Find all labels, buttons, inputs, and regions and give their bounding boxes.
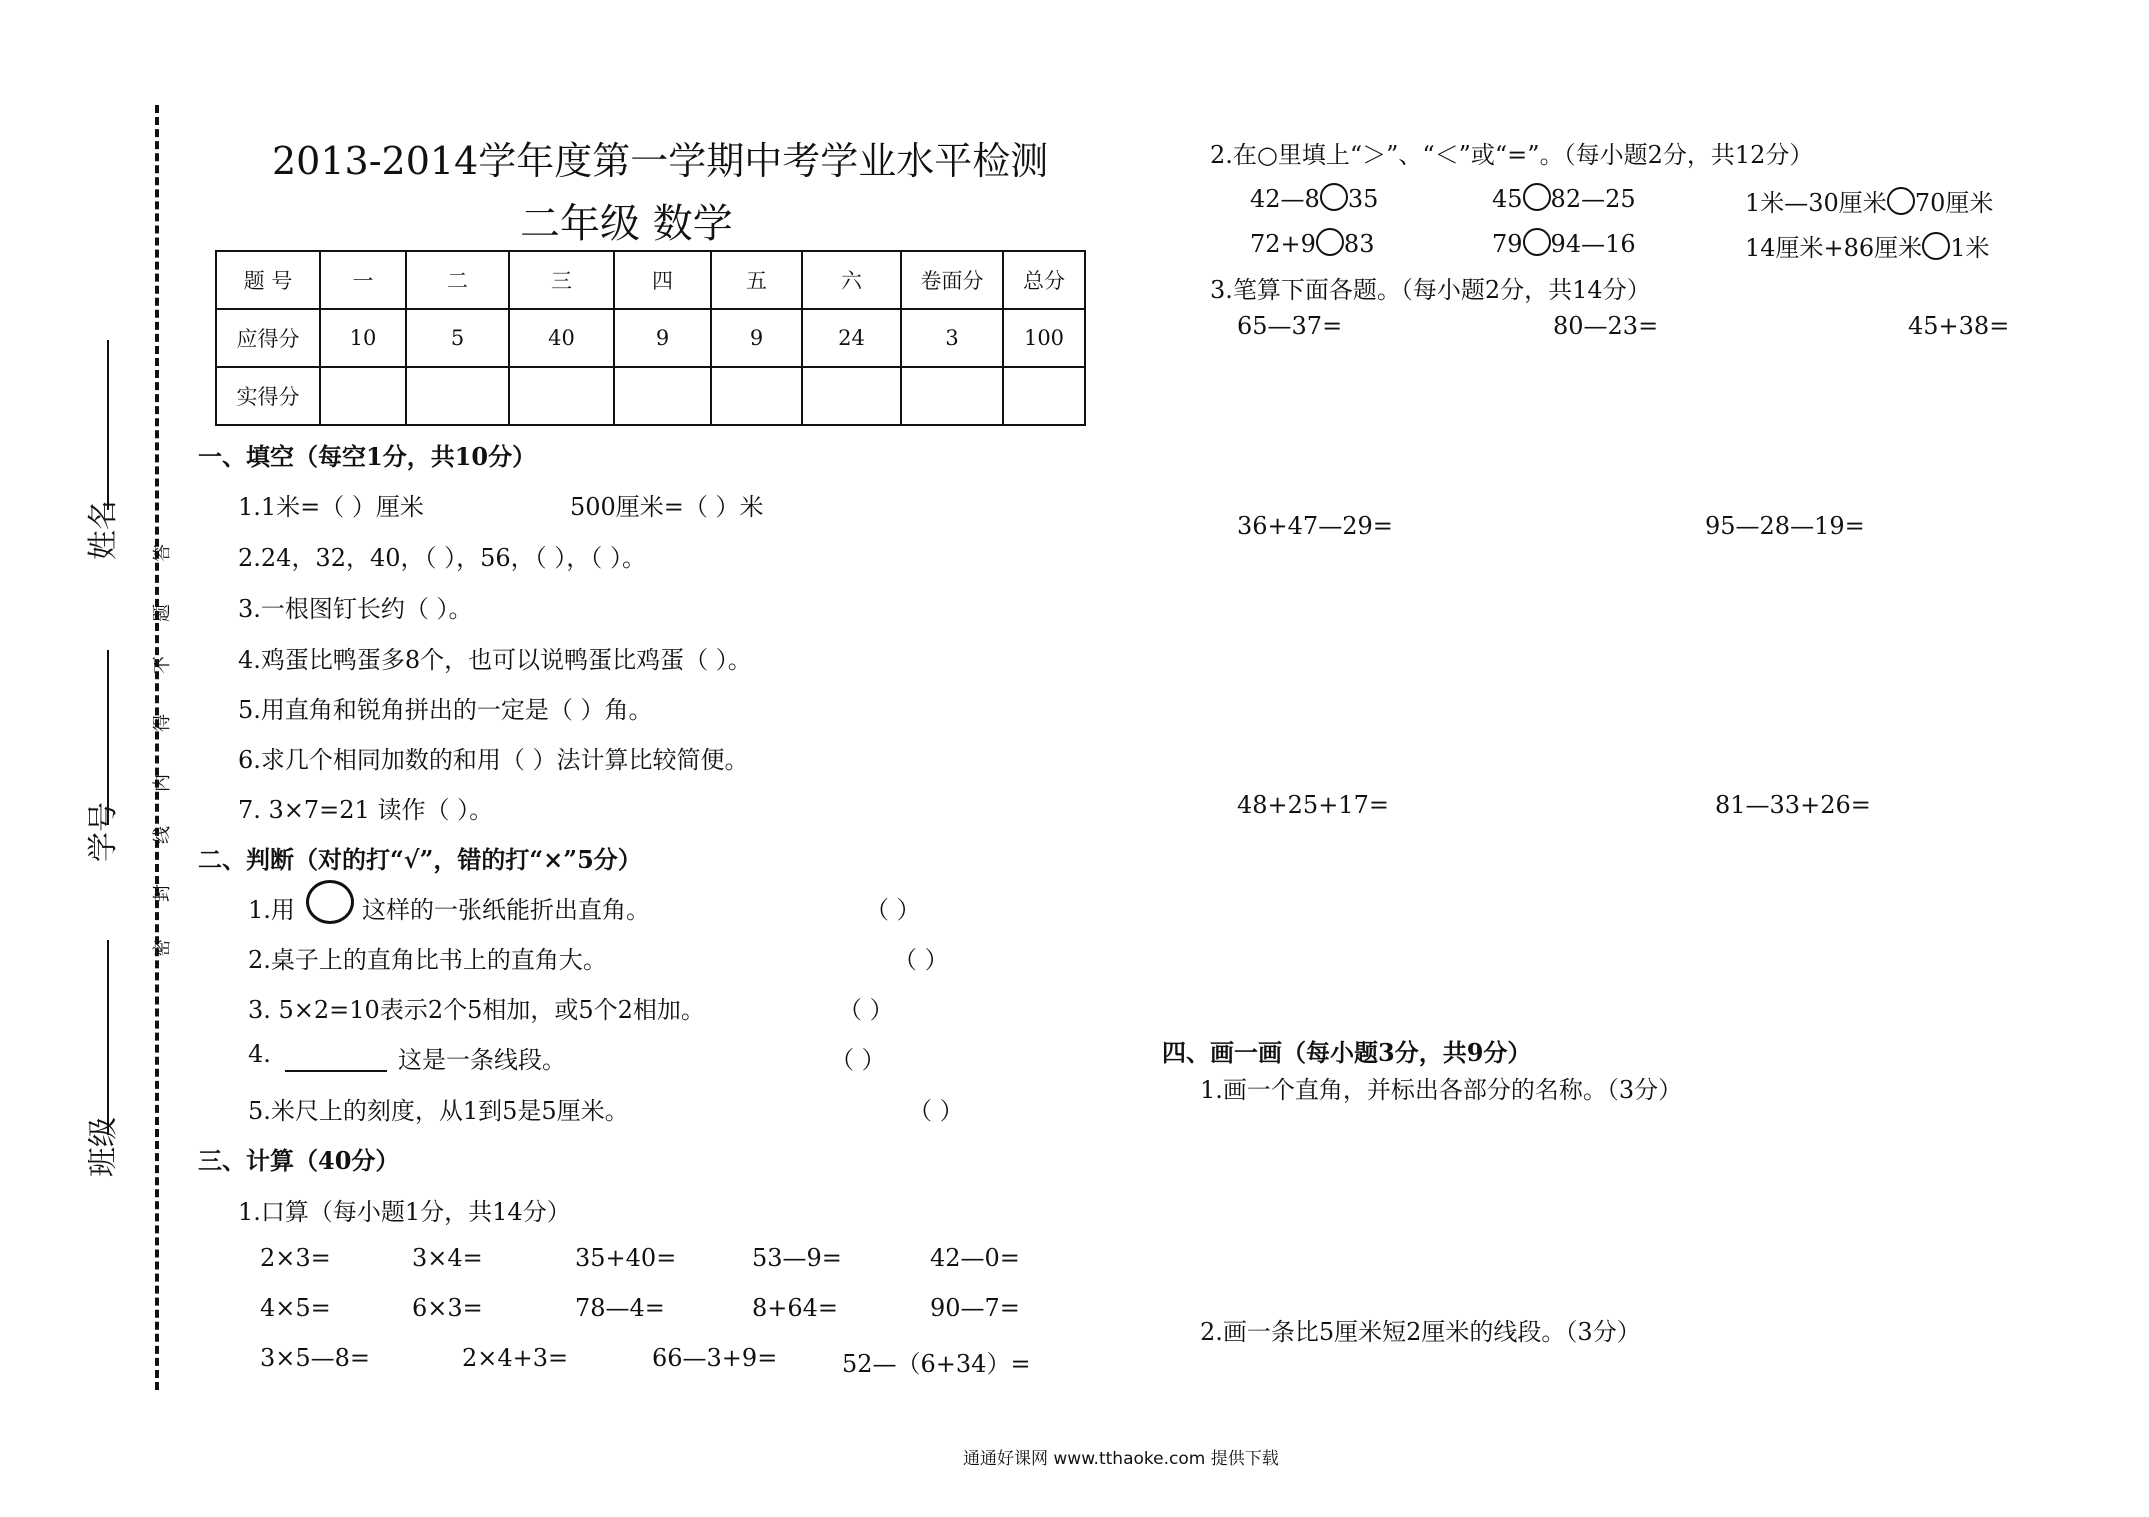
written-calc-item: 81—33+26=	[1715, 791, 1871, 819]
seal-warning-char: 题	[152, 604, 173, 622]
oral-calc-item: 2×4+3=	[462, 1344, 569, 1372]
name-label: 姓名	[86, 500, 121, 560]
table-cell: 9	[614, 309, 711, 367]
footer-text: 通通好课网 www.tthaoke.com 提供下载	[963, 1449, 1279, 1469]
written-calc-item: 95—28—19=	[1705, 512, 1865, 540]
score-input-cell[interactable]	[614, 367, 711, 425]
draw-question: 1.画一个直角，并标出各部分的名称。（3分）	[1200, 1076, 1683, 1104]
written-calc-item: 65—37=	[1237, 312, 1343, 340]
table-cell: 四	[614, 251, 711, 309]
oral-calc-item: 3×4=	[412, 1244, 483, 1272]
judge-question-prefix: 1.用	[248, 896, 295, 924]
compare-item: 45 82—25	[1492, 185, 1636, 213]
compare-item: 1米—30厘米 70厘米	[1745, 189, 1994, 217]
oral-calc-item: 35+40=	[575, 1244, 677, 1272]
written-calc-item: 48+25+17=	[1237, 791, 1389, 819]
oral-calc-item: 4×5=	[260, 1294, 331, 1322]
compare-circle[interactable]	[1922, 232, 1950, 260]
table-cell: 5	[406, 309, 509, 367]
compare-circle[interactable]	[1523, 183, 1551, 211]
seal-warning-char: 密	[152, 939, 173, 957]
fill-question: 6.求几个相同加数的和用（ ）法计算比较简便。	[238, 746, 749, 774]
oral-calc-subheading: 1.口算（每小题1分，共14分）	[238, 1198, 571, 1226]
written-calc-item: 45+38=	[1908, 312, 2010, 340]
written-calc-item: 36+47—29=	[1237, 512, 1393, 540]
oral-calc-item: 90—7=	[930, 1294, 1020, 1322]
table-cell: 3	[901, 309, 1003, 367]
score-input-cell[interactable]	[802, 367, 901, 425]
table-cell: 卷面分	[901, 251, 1003, 309]
table-cell: 一	[320, 251, 406, 309]
table-cell: 五	[711, 251, 802, 309]
score-input-cell[interactable]	[901, 367, 1003, 425]
section3-heading: 三、计算（40分）	[198, 1146, 400, 1175]
table-cell: 10	[320, 309, 406, 367]
seal-warning-char: 线	[152, 826, 173, 844]
seal-warning-char: 得	[152, 714, 173, 732]
oral-calc-item: 66—3+9=	[652, 1344, 778, 1372]
table-cell: 应得分	[216, 309, 320, 367]
written-calc-item: 80—23=	[1553, 312, 1659, 340]
judge-question-prefix: 4.	[248, 1040, 271, 1068]
student-id-label: 学号	[86, 802, 121, 862]
seal-warning-char: 不	[152, 656, 173, 674]
judge-answer-paren[interactable]: （ ）	[908, 1097, 964, 1125]
fill-question: 5.用直角和锐角拼出的一定是（ ）角。	[238, 696, 653, 724]
student-id-blank-line[interactable]	[107, 650, 109, 825]
judge-answer-paren[interactable]: （ ）	[893, 946, 949, 974]
score-input-cell[interactable]	[320, 367, 406, 425]
compare-item: 14厘米+86厘米 1米	[1745, 234, 1990, 262]
judge-question-text: 这样的一张纸能折出直角。	[362, 896, 650, 924]
binding-dashed-line	[155, 105, 159, 1390]
seal-warning-char: 封	[152, 884, 173, 902]
fill-question: 3.一根图钉长约（ ）。	[238, 595, 473, 623]
compare-circle[interactable]	[1320, 183, 1348, 211]
fill-question: 500厘米=（ ）米	[570, 493, 764, 521]
section1-heading: 一、填空（每空1分，共10分）	[198, 442, 537, 471]
compare-item: 42—8 35	[1250, 185, 1379, 213]
compare-item: 79 94—16	[1492, 230, 1636, 258]
table-cell: 实得分	[216, 367, 320, 425]
class-label: 班级	[86, 1117, 121, 1177]
oral-calc-item: 52—（6+34）=	[842, 1350, 1031, 1378]
seal-warning-char: 内	[152, 774, 173, 792]
oral-calc-item: 3×5—8=	[260, 1344, 371, 1372]
line-segment-figure	[285, 1070, 387, 1072]
section2-heading: 二、判断（对的打“√”，错的打“×”5分）	[198, 845, 642, 874]
fill-question: 2.24，32，40，（ ），56，（ ），（ ）。	[238, 544, 646, 572]
fill-question: 7. 3×7=21 读作（ ）。	[238, 796, 494, 824]
score-input-cell[interactable]	[711, 367, 802, 425]
name-blank-line[interactable]	[107, 340, 109, 510]
section4-heading: 四、画一画（每小题3分，共9分）	[1162, 1038, 1532, 1067]
judge-answer-paren[interactable]: （ ）	[865, 896, 921, 924]
exam-subtitle: 二年级 数学	[520, 201, 733, 247]
judge-question-text: 这是一条线段。	[398, 1046, 566, 1074]
table-cell: 三	[509, 251, 614, 309]
score-table-expected-row	[216, 309, 1085, 367]
oral-calc-item: 6×3=	[412, 1294, 483, 1322]
oral-calc-item: 53—9=	[752, 1244, 842, 1272]
written-calc-subheading: 3.笔算下面各题。（每小题2分，共14分）	[1210, 276, 1651, 304]
judge-question-text: 2.桌子上的直角比书上的直角大。	[248, 946, 607, 974]
table-cell: 六	[802, 251, 901, 309]
table-cell: 100	[1003, 309, 1085, 367]
fill-question: 1.1米=（ ）厘米	[238, 493, 424, 521]
score-table	[215, 250, 1086, 426]
table-cell: 24	[802, 309, 901, 367]
seal-warning-char: 答	[152, 544, 173, 562]
oral-calc-item: 8+64=	[752, 1294, 839, 1322]
table-cell: 题 号	[216, 251, 320, 309]
circle-paper-icon	[306, 880, 354, 924]
compare-subheading: 2.在○里填上“＞”、“＜”或“=”。（每小题2分，共12分）	[1210, 141, 1814, 169]
table-cell: 40	[509, 309, 614, 367]
judge-question-text: 3. 5×2=10表示2个5相加，或5个2相加。	[248, 996, 705, 1024]
fill-question: 4.鸡蛋比鸭蛋多8个，也可以说鸭蛋比鸡蛋（ ）。	[238, 646, 752, 674]
table-cell: 总分	[1003, 251, 1085, 309]
judge-answer-paren[interactable]: （ ）	[838, 996, 894, 1024]
table-cell: 9	[711, 309, 802, 367]
oral-calc-item: 2×3=	[260, 1244, 331, 1272]
score-input-cell[interactable]	[406, 367, 509, 425]
compare-circle[interactable]	[1316, 228, 1344, 256]
oral-calc-item: 42—0=	[930, 1244, 1020, 1272]
score-input-cell[interactable]	[1003, 367, 1085, 425]
score-input-cell[interactable]	[509, 367, 614, 425]
compare-circle[interactable]	[1887, 187, 1915, 215]
oral-calc-item: 78—4=	[575, 1294, 665, 1322]
judge-question-text: 5.米尺上的刻度，从1到5是5厘米。	[248, 1097, 629, 1125]
judge-answer-paren[interactable]: （ ）	[830, 1046, 886, 1074]
score-table-header-row	[216, 251, 1085, 309]
compare-item: 72+9 83	[1250, 230, 1375, 258]
class-blank-line[interactable]	[107, 940, 109, 1135]
draw-question: 2.画一条比5厘米短2厘米的线段。（3分）	[1200, 1318, 1641, 1346]
score-table-actual-row	[216, 367, 1085, 425]
table-cell: 二	[406, 251, 509, 309]
exam-title: 2013-2014学年度第一学期中考学业水平检测	[272, 139, 1049, 183]
compare-circle[interactable]	[1523, 228, 1551, 256]
